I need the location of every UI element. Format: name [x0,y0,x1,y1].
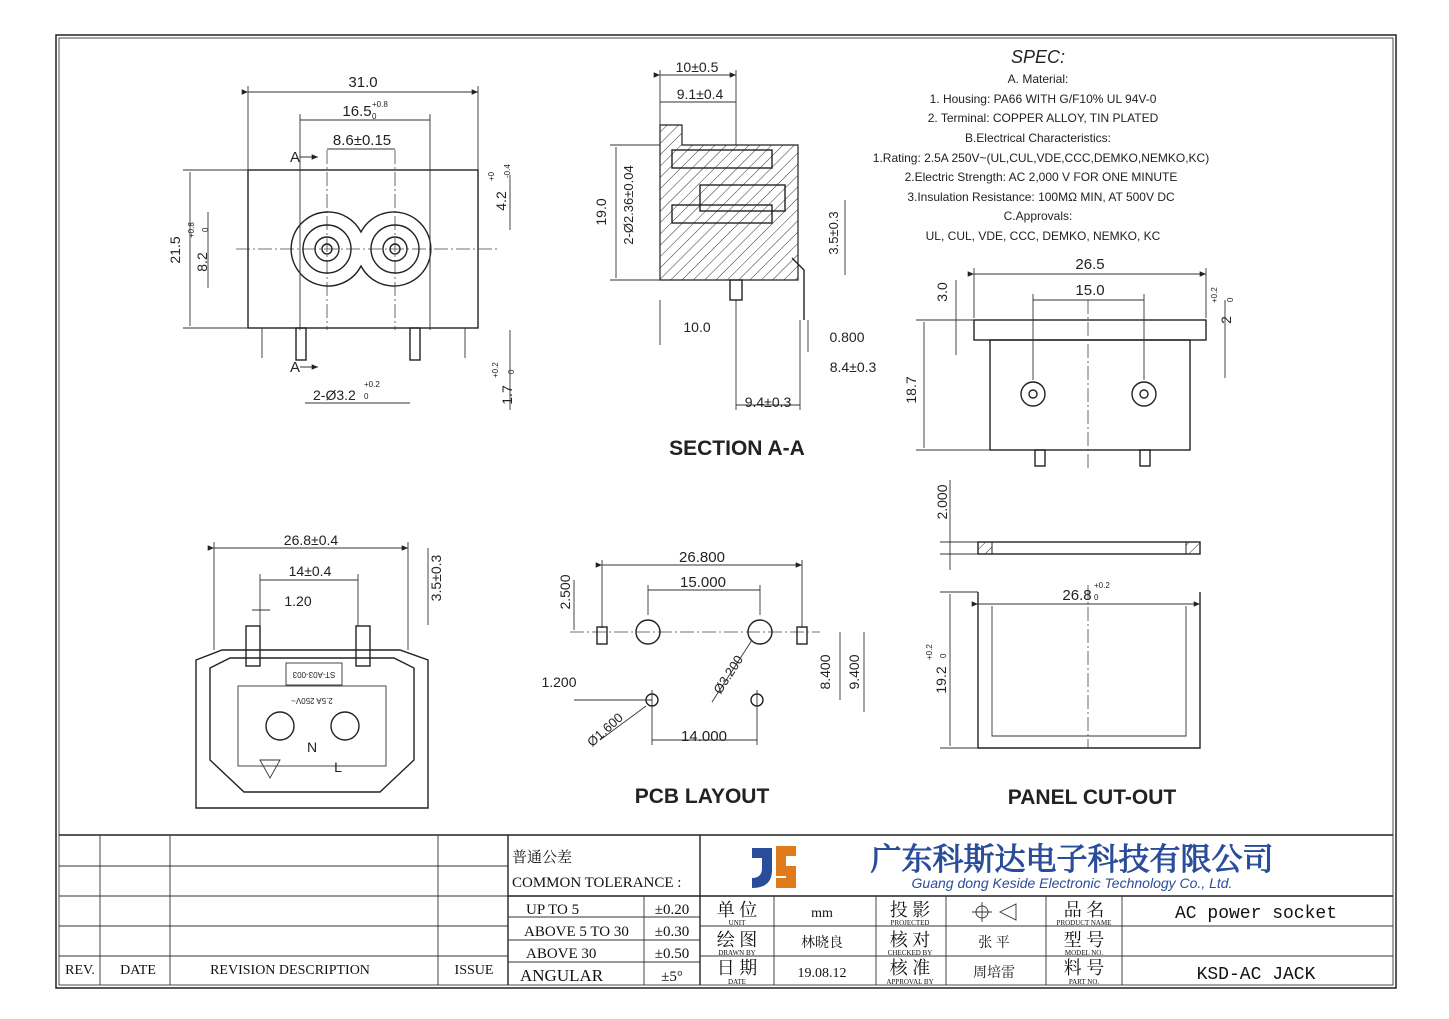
spec-line: B.Electrical Characteristics: [964,131,1112,145]
front-dim-inner: 14±0.4 [288,563,332,579]
svg-text:0: 0 [364,392,369,401]
panel-cutout [925,480,1200,809]
date-value: 19.08.12 [797,966,847,981]
side-view [903,256,1235,470]
spec-line: UL, CUL, VDE, CCC, DEMKO, NEMKO, KC [925,229,1161,243]
tol-range: UP TO 5 [526,902,580,918]
pcb-dim-small-hole: Ø1.600 [584,709,626,750]
top-view [167,74,516,410]
product-name-value: AC power socket [1174,904,1338,924]
part-label-en: PART NO. [1068,978,1100,986]
section-dim-left: 19.0 [593,198,609,226]
part-label-cn: 料 号 [1063,958,1105,978]
product-label-cn: 品 名 [1063,900,1105,920]
dim-holes: 2-Ø3.2 [313,387,356,403]
svg-text:+0.2: +0.2 [491,362,500,378]
section-dim-top1: 10±0.5 [675,59,719,75]
section-mark-top: A [290,149,301,166]
tol-value: ±0.50 [654,946,690,962]
date-header: DATE [120,963,156,978]
spec-line: 1.Rating: 2.5A 250V~(UL,CUL,VDE,CCC,DEMKO,NEMKO,KC) [872,151,1210,165]
tol-range: ABOVE 30 [526,946,597,962]
section-dim-bottom: 9.4±0.3 [744,394,792,410]
svg-text:0: 0 [1094,593,1099,602]
company-name-cn: 广东科斯达电子科技有限公司 [870,842,1274,877]
panel-title: PANEL CUT-OUT [1007,786,1177,809]
checked-by-value: 张 平 [978,936,1010,951]
side-dim-flange: 2 [1218,316,1234,324]
side-dim-pitch: 15.0 [1075,282,1105,299]
svg-text:0: 0 [201,227,210,232]
approval-label-cn: 核 准 [889,958,931,978]
checked-label-cn: 核 对 [889,930,931,950]
approval-label-en: APPROVAL BY [886,978,934,986]
svg-text:+0.2: +0.2 [1210,287,1219,303]
svg-text:-0.4: -0.4 [503,164,512,178]
svg-text:0: 0 [1226,297,1235,302]
pcb-dim-h1: 8.400 [817,654,833,690]
section-dim-pins: 2-Ø2.36±0.04 [621,165,636,245]
front-marking-model: ST-A03-003 [292,670,336,679]
section-dim-right: 3.5±0.3 [826,211,841,255]
dim-hole-pitch: 8.6±0.15 [332,132,392,149]
section-dim-thickness: 0.800 [829,329,865,345]
section-mark-bottom: A [290,359,301,376]
dim-center: 8.2 [194,252,210,272]
svg-text:+0.8: +0.8 [187,222,196,238]
front-view [196,532,444,808]
company-name-en: Guang dong Keside Electronic Technology Co., Ltd. [911,875,1233,891]
dim-pin-span: 16.5 [342,103,372,120]
pcb-dim-big-hole: Ø3.200 [710,652,747,697]
section-view [593,59,877,460]
svg-text:+0: +0 [487,171,496,181]
spec-line: 2.Electric Strength: AC 2,000 V FOR ONE MINUTE [904,170,1178,184]
tolerance-cn: 普通公差 [512,850,573,866]
product-label-en: PRODUCT NAME [1056,919,1112,927]
pcb-dim-left: 1.200 [541,674,577,690]
tol-value: ±0.20 [654,902,690,918]
tol-value: ±5° [661,969,683,985]
unit-label-cn: 单 位 [716,900,758,920]
unit-label-en: UNIT [728,919,746,927]
svg-text:+0.2: +0.2 [1094,581,1110,590]
front-dim-width: 26.8±0.4 [283,532,339,548]
tol-range: ANGULAR [520,966,604,985]
part-number-value: KSD-AC JACK [1196,965,1316,985]
pcb-layout [541,549,864,808]
revision-description-header: REVISION DESCRIPTION [210,963,370,978]
spec-line: C.Approvals: [1003,209,1073,223]
spec-line: A. Material: [1007,72,1069,86]
dim-pin-span-tol: +0.8 [372,100,388,109]
date-label-cn: 日 期 [716,958,758,978]
spec-heading: SPEC: [1010,47,1066,67]
dim-pin-length: 1.7 [499,385,515,405]
projected-label-en: PROJECTED [890,919,930,927]
spec-line: 2. Terminal: COPPER ALLOY, TIN PLATED [927,111,1159,125]
date-label-en: DATE [728,978,746,986]
section-dim-top2: 9.1±0.4 [676,86,724,102]
svg-text:0: 0 [939,653,948,658]
panel-dim-thickness: 2.000 [934,484,950,520]
dim-top-width: 31.0 [348,74,378,91]
dim-top-height: 21.5 [167,236,183,264]
tol-value: ±0.30 [654,924,690,940]
pcb-dim-top: 2.500 [557,574,573,610]
svg-text:0: 0 [372,112,377,121]
front-marking-l: L [334,759,342,775]
front-dim-right: 3.5±0.3 [428,554,444,602]
projected-label-cn: 投 影 [889,900,931,920]
panel-dim-width: 26.8 [1062,587,1092,604]
spec-block [873,47,1209,243]
front-dim-pin: 1.20 [284,593,312,609]
svg-text:+0.2: +0.2 [925,644,934,660]
rev-header: REV. [65,963,95,978]
side-dim-width: 26.5 [1075,256,1105,273]
side-dim-top: 3.0 [934,282,950,302]
checked-label-en: CHECKED BY [887,949,933,957]
model-label-en: MODEL NO. [1064,949,1104,957]
pcb-dim-pitch: 15.000 [680,574,726,591]
section-dim-right2: 8.4±0.3 [829,359,877,375]
drawn-by-value: 林晓良 [801,936,843,951]
unit-value: mm [811,906,833,921]
svg-text:+0.2: +0.2 [364,380,380,389]
dim-top-right: 4.2 [493,191,509,211]
tolerance-en: COMMON TOLERANCE : [512,875,682,891]
pcb-title: PCB LAYOUT [634,785,770,808]
front-marking-rating: 2.5A 250V~ [291,696,333,705]
issue-header: ISSUE [454,963,494,978]
tol-range: ABOVE 5 TO 30 [524,924,629,940]
pcb-dim-width: 26.800 [679,549,725,566]
company-logo [752,846,796,888]
spec-line: 1. Housing: PA66 WITH G/F10% UL 94V-0 [929,92,1157,106]
approval-by-value: 周培雷 [973,966,1015,981]
title-block [59,835,1393,986]
drawn-label-cn: 绘 图 [716,930,758,950]
drawn-label-en: DRAWN BY [718,949,756,957]
projection-symbol-icon [972,902,1016,922]
side-dim-height: 18.7 [903,376,919,404]
section-dim-bottom-left: 10.0 [683,319,711,335]
section-title: SECTION A-A [669,437,805,460]
panel-dim-height: 19.2 [933,666,949,694]
svg-text:0: 0 [507,369,516,374]
pcb-dim-h2: 9.400 [846,654,862,690]
pcb-dim-bottom: 14.000 [681,728,727,745]
spec-line: 3.Insulation Resistance: 100MΩ MIN, AT 500V DC [907,190,1175,204]
model-label-cn: 型 号 [1063,930,1105,950]
front-marking-n: N [306,739,318,755]
